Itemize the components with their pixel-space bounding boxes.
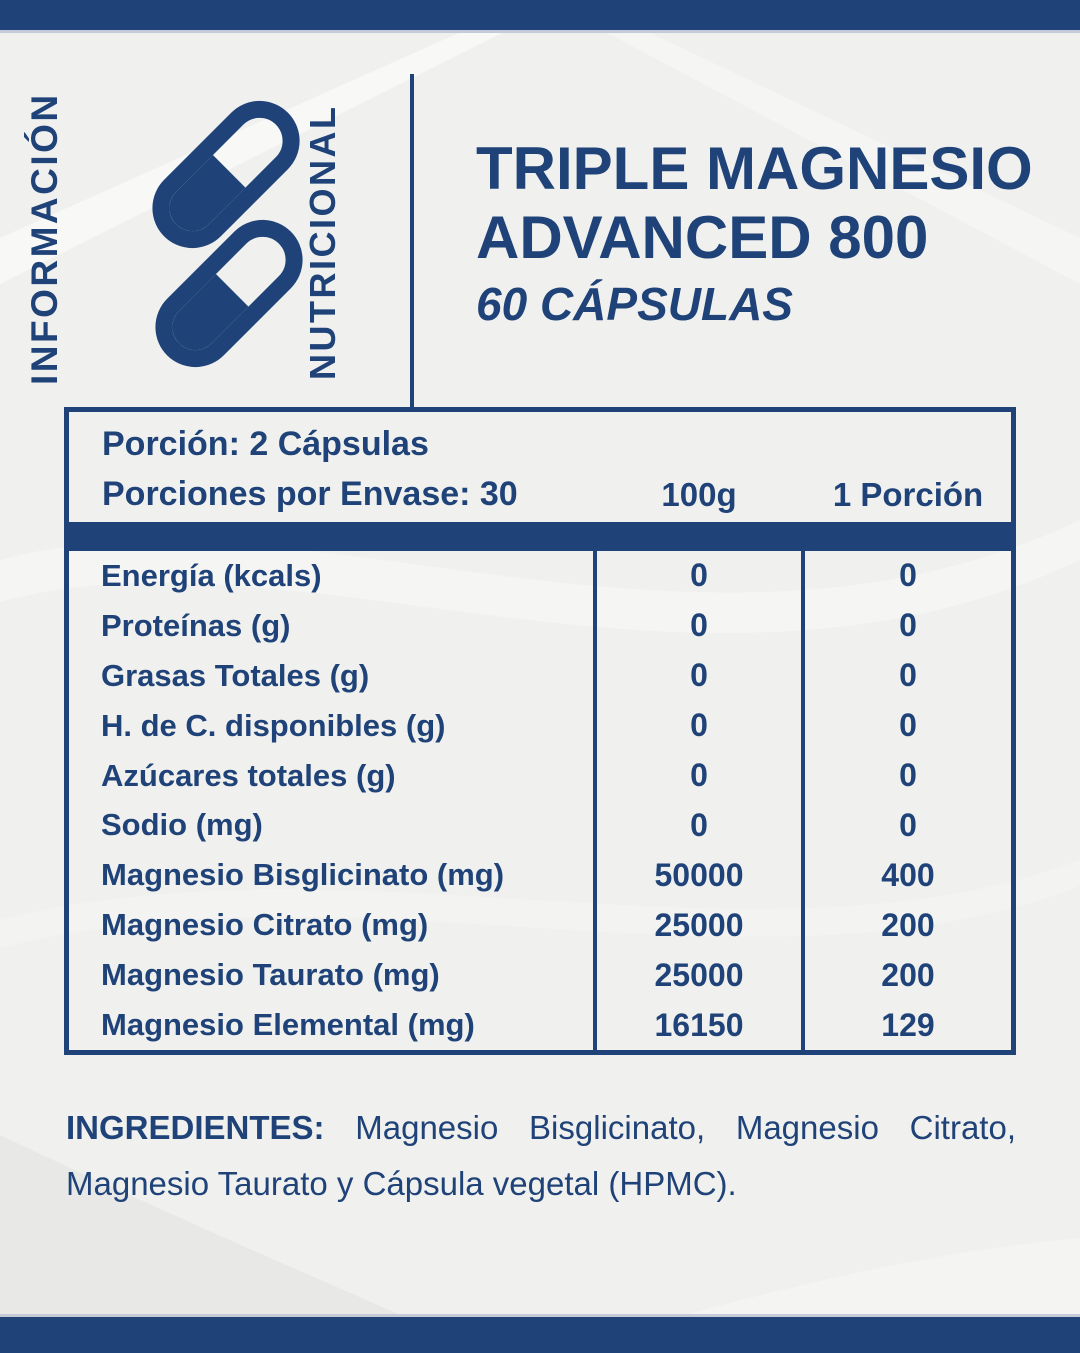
product-title-line2: ADVANCED 800 <box>476 204 929 271</box>
value-per-portion: 0 <box>899 657 917 694</box>
value-per-100g: 25000 <box>593 950 805 1000</box>
ingredients-paragraph <box>66 1100 1016 1212</box>
product-title-block <box>476 134 1033 332</box>
servings-per-container-text: Porciones por Envase: 30 <box>102 475 518 513</box>
table-row <box>69 950 1011 1000</box>
value-per-100g: 0 <box>593 551 805 601</box>
nutrient-label: Proteínas (g) <box>101 607 291 643</box>
nutrient-label: Grasas Totales (g) <box>101 657 370 693</box>
product-title-line1: TRIPLE MAGNESIO <box>476 135 1033 202</box>
value-per-portion: 400 <box>881 856 935 893</box>
value-per-100g: 0 <box>593 701 805 751</box>
nutrient-label: Magnesio Taurato (mg) <box>101 957 440 993</box>
value-per-100g: 0 <box>593 751 805 801</box>
nutrition-table-header <box>69 412 1011 522</box>
header-divider-line <box>410 74 414 408</box>
column-header-100g: 100g <box>661 476 737 513</box>
value-per-portion: 0 <box>899 557 917 594</box>
table-row <box>69 1000 1011 1050</box>
column-header-1-porcion: 1 Porción <box>832 476 984 513</box>
table-row <box>69 651 1011 701</box>
value-per-100g: 16150 <box>593 1000 805 1050</box>
serving-size-text: Porción: 2 Cápsulas <box>102 425 429 463</box>
value-per-100g: 25000 <box>593 900 805 950</box>
value-per-100g: 0 <box>593 651 805 701</box>
table-row <box>69 551 1011 601</box>
nutrient-label: Magnesio Citrato (mg) <box>101 907 429 943</box>
value-per-100g: 0 <box>593 801 805 851</box>
ingredients-label: INGREDIENTES: <box>66 1109 325 1146</box>
table-row <box>69 850 1011 900</box>
bottom-accent-bar <box>0 1314 1080 1353</box>
table-row <box>69 900 1011 950</box>
value-per-portion: 200 <box>881 906 935 943</box>
nutrient-label: Energía (kcals) <box>101 557 322 593</box>
top-accent-bar <box>0 0 1080 33</box>
value-per-portion: 0 <box>899 607 917 644</box>
vertical-label-nutricional: NUTRICIONAL <box>302 104 343 380</box>
table-row <box>69 701 1011 751</box>
nutrition-table <box>64 407 1016 1055</box>
table-row <box>69 801 1011 851</box>
table-row <box>69 751 1011 801</box>
value-per-100g: 50000 <box>593 850 805 900</box>
table-divider-band <box>69 522 1011 551</box>
value-per-portion: 129 <box>881 1006 935 1043</box>
ingredients-body-text: Magnesio Bisglicinato, Magnesio Citrato, Magnesio Taurato y Cápsula vegetal (HPMC). <box>66 1109 1016 1202</box>
value-per-portion: 0 <box>899 806 917 843</box>
nutrient-label: Sodio (mg) <box>101 807 263 843</box>
nutrition-table-body <box>69 551 1011 1050</box>
vertical-label-informacion: INFORMACIÓN <box>24 92 65 385</box>
nutrient-label: Magnesio Elemental (mg) <box>101 1007 475 1043</box>
product-subtitle: 60 CÁPSULAS <box>476 278 793 330</box>
nutrient-label: H. de C. disponibles (g) <box>101 707 446 743</box>
nutrient-label: Azúcares totales (g) <box>101 757 396 793</box>
value-per-portion: 200 <box>881 956 935 993</box>
value-per-portion: 0 <box>899 707 917 744</box>
value-per-portion: 0 <box>899 757 917 794</box>
table-row <box>69 601 1011 651</box>
nutrient-label: Magnesio Bisglicinato (mg) <box>101 857 505 893</box>
value-per-100g: 0 <box>593 601 805 651</box>
